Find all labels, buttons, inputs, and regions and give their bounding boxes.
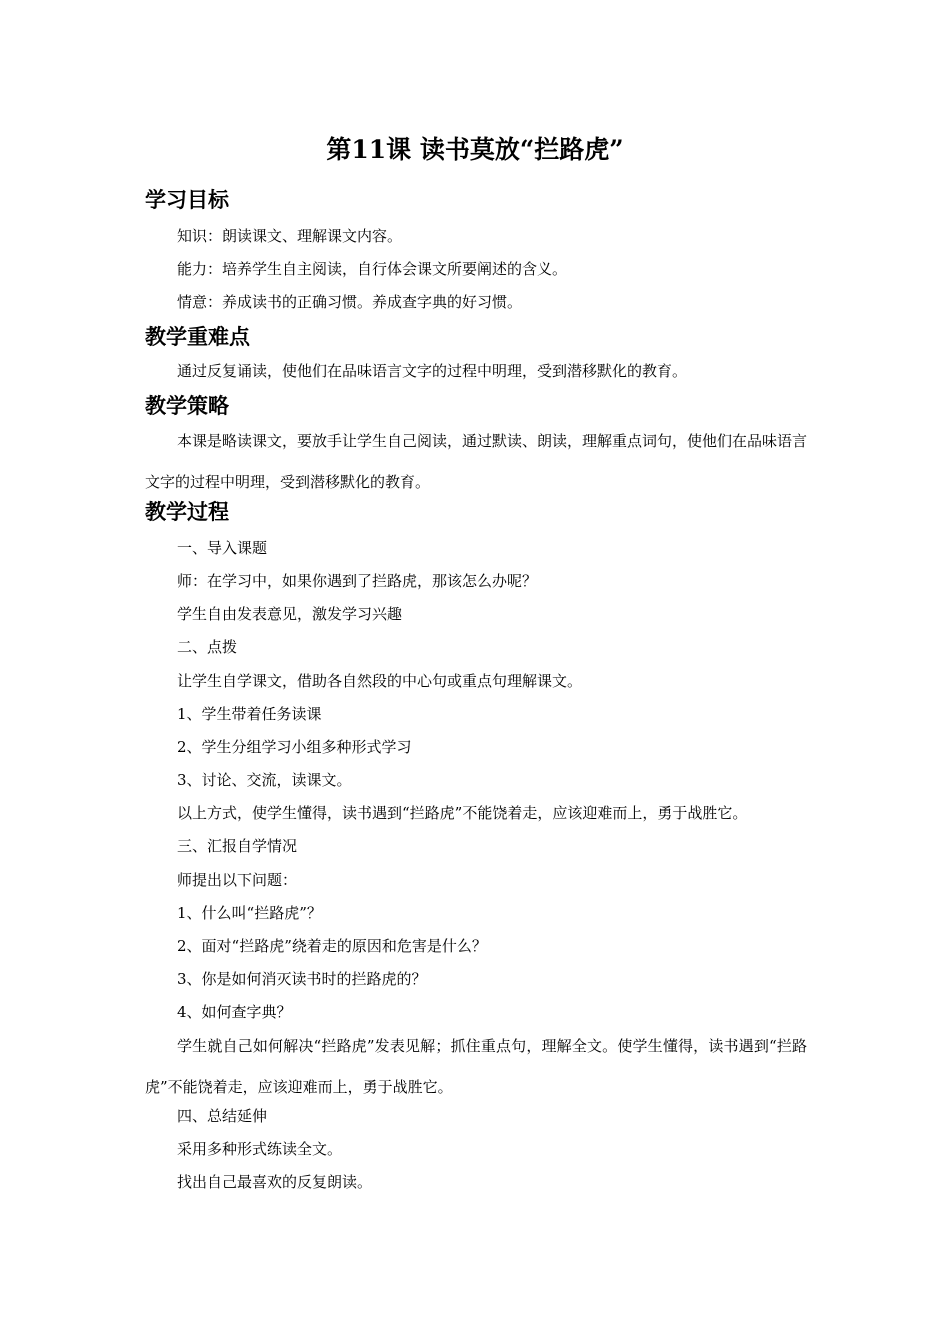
key-points-text: 通过反复诵读，使他们在品味语言文字的过程中明理，受到潜移默化的教育。 <box>177 362 688 380</box>
document-title: 第11课 读书莫放“拦路虎” <box>326 135 624 164</box>
heading-key-points: 教学重难点 <box>145 325 250 349</box>
heading-strategy: 教学策略 <box>145 394 229 418</box>
process-line: 师：在学习中，如果你遇到了拦路虎，那该怎么办呢？ <box>177 572 538 590</box>
process-line: 三、汇报自学情况 <box>177 837 298 855</box>
closing-line: 四、总结延伸 <box>177 1107 268 1125</box>
process-line: 以上方式，使学生懂得，读书遇到“拦路虎”不能饶着走，应该迎难而上，勇于战胜它。 <box>177 804 748 822</box>
process-line: 1、学生带着任务读课 <box>177 705 322 723</box>
objective-knowledge: 知识：朗读课文、理解课文内容。 <box>177 227 403 245</box>
process-line: 3、讨论、交流，读课文。 <box>177 771 352 789</box>
process-line: 师提出以下问题： <box>177 871 298 889</box>
strategy-text: 本课是略读课文，要放手让学生自己阅读，通过默读、朗读，理解重点词句，使他们在品味语言文字的过程中明理，受到潜移默化的教育。 <box>145 432 808 491</box>
process-line: 2、学生分组学习小组多种形式学习 <box>177 738 412 756</box>
objective-attitude: 情意：养成读书的正确习惯。养成查字典的好习惯。 <box>177 293 523 311</box>
process-line: 1、什么叫“拦路虎”？ <box>177 904 322 922</box>
process-line: 学生自由发表意见，激发学习兴趣 <box>177 605 403 623</box>
heading-objectives: 学习目标 <box>145 188 229 212</box>
process-line: 4、如何查字典？ <box>177 1003 292 1021</box>
objective-ability: 能力：培养学生自主阅读，自行体会课文所要阐述的含义。 <box>177 260 568 278</box>
process-line: 3、你是如何消灭读书时的拦路虎的？ <box>177 970 427 988</box>
process-line: 一、导入课题 <box>177 539 268 557</box>
process-summary: 学生就自己如何解决“拦路虎”发表见解；抓住重点句，理解全文。使学生懂得，读书遇到“拦路虎”不能饶着走，应该迎难而上，勇于战胜它。 <box>145 1037 807 1096</box>
process-line: 二、点拨 <box>177 638 238 656</box>
process-line: 2、面对“拦路虎”绕着走的原因和危害是什么？ <box>177 937 487 955</box>
heading-process: 教学过程 <box>145 500 229 524</box>
process-line: 让学生自学课文，借助各自然段的中心句或重点句理解课文。 <box>177 672 583 690</box>
closing-line: 找出自己最喜欢的反复朗读。 <box>177 1173 373 1191</box>
closing-line: 采用多种形式练读全文。 <box>177 1140 343 1158</box>
